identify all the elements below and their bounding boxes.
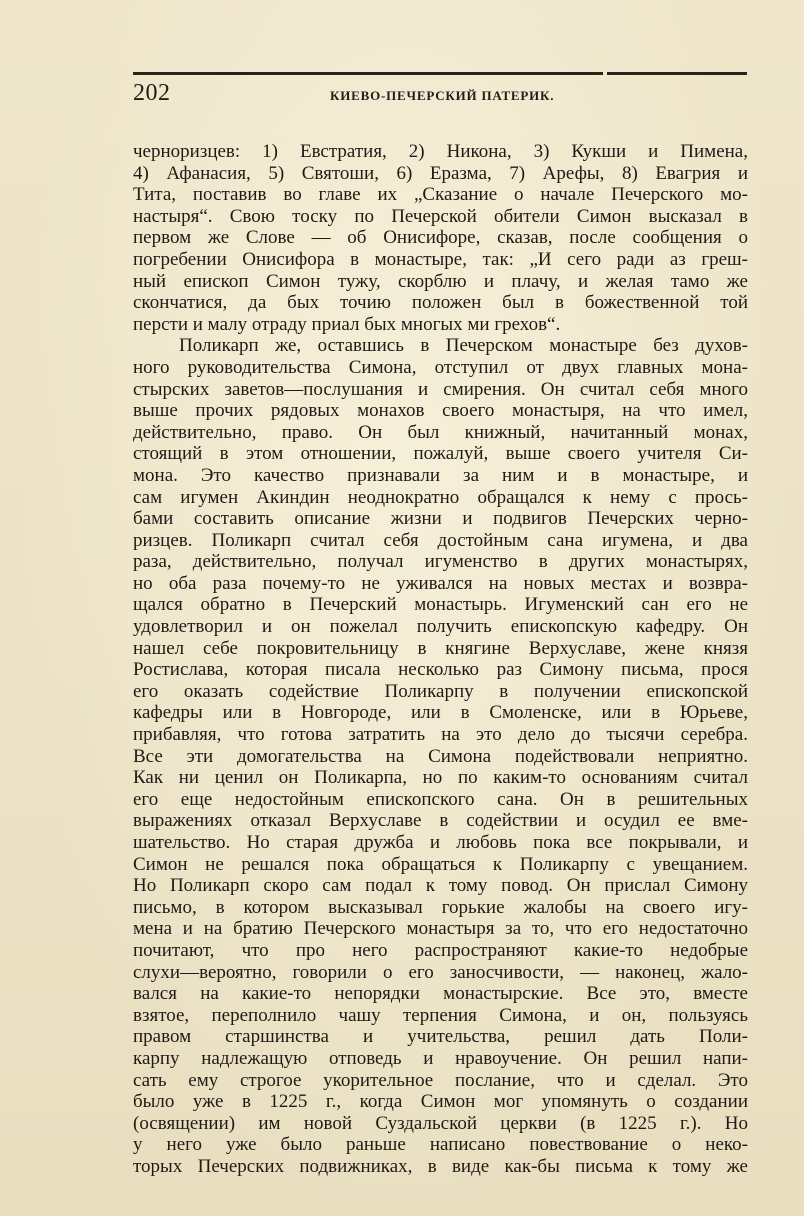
text-line: у него уже было раньше написано повествование о неко- bbox=[133, 1134, 748, 1156]
text-line: первом же Слове — об Онисифоре, сказав, после сообщения о bbox=[133, 227, 748, 249]
text-line: прибавляя, что готова затратить на это дело до тысячи серебра. bbox=[133, 724, 748, 746]
text-line: Ростислава, которая писала несколько раз Симону письма, прося bbox=[133, 659, 748, 681]
text-line: взятое, переполнило чашу терпения Симона, и он, пользуясь bbox=[133, 1004, 748, 1026]
text-line: ный епископ Симон тужу, скорблю и плачу, и желая тамо же bbox=[133, 270, 748, 292]
header-rule-left bbox=[133, 72, 603, 75]
text-line: 4) Афанасия, 5) Святоши, 6) Еразма, 7) Арефы, 8) Евагрия и bbox=[133, 162, 748, 184]
page-number: 202 bbox=[133, 80, 171, 106]
text-line: было уже в 1225 г., когда Симон мог упомянуть о создании bbox=[133, 1091, 748, 1113]
text-line: Симон не решался пока обращаться к Поликарпу с увещанием. bbox=[133, 853, 748, 875]
text-line: выше прочих рядовых монахов своего монастыря, на что имел, bbox=[133, 400, 748, 422]
paragraph-first-line: Поликарп же, оставшись в Печерском монастыре без духов- bbox=[179, 335, 748, 357]
text-line: мена и на братию Печерского монастыря за то, что его недостаточно bbox=[133, 918, 748, 940]
text-line: его еще недостойным епископского сана. Он в решительных bbox=[133, 788, 748, 810]
text-line: мона. Это качество признавали за ним и в монастыре, и bbox=[133, 464, 748, 486]
text-line: удовлетворил и он пожелал получить епископскую кафедру. Он bbox=[133, 616, 748, 638]
text-line: слухи—вероятно, говорили о его заносчивости, — наконец, жало- bbox=[133, 961, 748, 983]
text-line: действительно, право. Он был книжный, начитанный монах, bbox=[133, 421, 748, 443]
text-line: сам игумен Акиндин неоднократно обращался к нему с прось- bbox=[133, 486, 748, 508]
text-line: черноризцев: 1) Евстратия, 2) Никона, 3) Кукши и Пимена, bbox=[133, 141, 748, 162]
text-line: вался на какие-то непорядки монастырские. Все это, вместе bbox=[133, 983, 748, 1005]
text-line: ного руководительства Симона, отступил от двух главных мона- bbox=[133, 356, 748, 378]
text-line: щался обратно в Печерский монастырь. Игуменский сан его не bbox=[133, 594, 748, 616]
text-line: раза, действительно, получал игуменство в других монастырях, bbox=[133, 551, 748, 573]
text-line: сать ему строгое укорительное послание, что и сделал. Это bbox=[133, 1069, 748, 1091]
text-line: скончатися, да бых точию положен был в божественной той bbox=[133, 292, 748, 314]
text-line: правом старшинства и учительства, решил дать Поли- bbox=[133, 1026, 748, 1048]
text-line: почитают, что про него распространяют какие-то недобрые bbox=[133, 939, 748, 961]
text-line: стоящий в этом отношении, пожалуй, выше своего учителя Си- bbox=[133, 443, 748, 465]
text-line: Как ни ценил он Поликарпа, но по каким-то основаниям считал bbox=[133, 767, 748, 789]
text-line: персти и малу отраду приал бых многых ми грехов“. bbox=[133, 313, 561, 335]
text-line: нашел себе покровительницу в княгине Верхуславе, жене князя bbox=[133, 637, 748, 659]
text-line: настыря“. Свою тоску по Печерской обители Симон высказал в bbox=[133, 205, 748, 227]
running-head-title: КИЕВО-ПЕЧЕРСКИЙ ПАТЕРИК. bbox=[330, 88, 555, 103]
header-rule-right bbox=[607, 72, 747, 75]
text-line: его оказать содействие Поликарпу в получении епископской bbox=[133, 680, 748, 702]
text-line: Тита, поставив во главе их „Сказание о начале Печерского мо- bbox=[133, 184, 748, 206]
text-line: бами составить описание жизни и подвигов Печерских черно- bbox=[133, 508, 748, 530]
text-line: Все эти домогательства на Симона подействовали неприятно. bbox=[133, 745, 748, 767]
text-line: ризцев. Поликарп считал себя достойным сана игумена, и два bbox=[133, 529, 748, 551]
text-line: Но Поликарп скоро сам подал к тому повод. Он прислал Симону bbox=[133, 875, 748, 897]
body-text bbox=[133, 141, 748, 1178]
text-line: но оба раза почему-то не уживался на новых местах и возвра- bbox=[133, 572, 748, 594]
text-line: письмо, в котором высказывал горькие жалобы на своего игу- bbox=[133, 896, 748, 918]
text-line: стырских заветов—послушания и смирения. Он считал себя много bbox=[133, 378, 748, 400]
text-line: погребении Онисифора в монастыре, так: „И сего ради аз греш- bbox=[133, 248, 748, 270]
text-line: (освящении) им новой Суздальской церкви (в 1225 г.). Но bbox=[133, 1112, 748, 1134]
text-line: шательство. Но старая дружба и любовь пока все покрывали, и bbox=[133, 832, 748, 853]
text-line: карпу надлежащую отповедь и нравоучение. Он решил напи- bbox=[133, 1047, 748, 1069]
text-line: торых Печерских подвижниках, в виде как-бы письма к тому же bbox=[133, 1155, 748, 1177]
text-line: кафедры или в Новгороде, или в Смоленске, или в Юрьеве, bbox=[133, 702, 748, 724]
text-line: выражениях отказал Верхуславе в содействии и осудил ее вме- bbox=[133, 810, 748, 832]
